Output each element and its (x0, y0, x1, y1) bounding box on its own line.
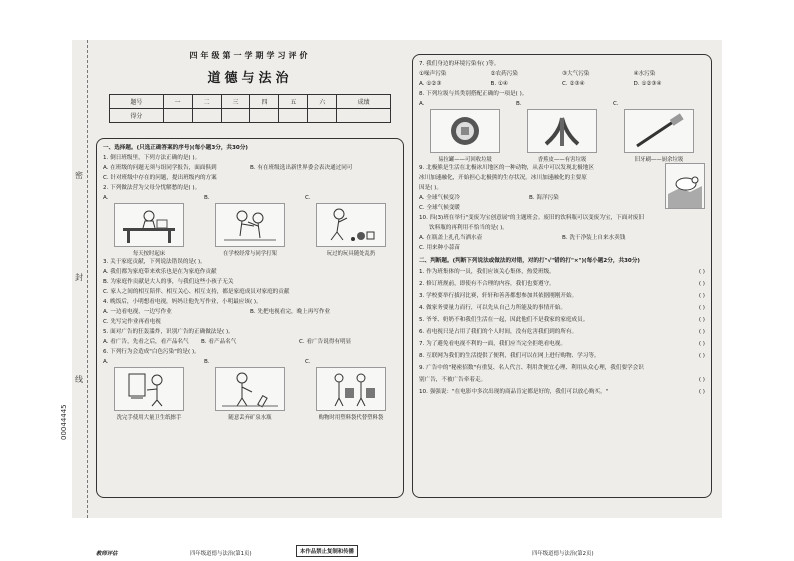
image-option-b[interactable] (204, 359, 296, 421)
judgment-text: 9. 广告中的"秘密招数"有重复、名人代言、利用贪便宜心理、利用从众心理，我们要学会识 (419, 365, 644, 371)
circled-item: ③大气污染 (562, 71, 590, 77)
answer-blank[interactable]: ( ) (698, 389, 705, 395)
answer-blank[interactable]: ( ) (698, 293, 705, 299)
option-c[interactable]: C. 看广告说得有明显 (299, 339, 352, 345)
judgment-item (419, 278, 705, 290)
banana-peel-icon (527, 109, 597, 153)
page-number-1: 四年级道德与法治(第1页) (190, 551, 252, 557)
judgment-item (419, 266, 705, 278)
page-number-2: 四年级道德与法治(第2页) (532, 551, 594, 557)
image-caption: 旧牙刷——厨余垃圾 (634, 157, 684, 163)
judgment-item (419, 290, 705, 302)
image-option-c[interactable] (305, 195, 397, 257)
answer-blank[interactable]: ( ) (698, 269, 705, 275)
question-text: 8. 下列垃圾与其类别搭配正确的一项是( )。 (419, 91, 528, 97)
option-b[interactable]: B. 先把电视看完，晚上再写作业 (250, 309, 331, 315)
page-left (96, 46, 404, 511)
score-table-score-row (110, 109, 391, 123)
judgment-text: 7. 为了避免看电视不利的一面，我们应当完全拒绝看电视。 (419, 341, 566, 347)
option-b[interactable]: B. 看产品名气 (201, 339, 237, 345)
image-caption: 随意丢弃矿泉水瓶 (228, 415, 272, 421)
option-a[interactable]: A. 全球气候变冷 (419, 195, 460, 201)
score-cell: 得分 (110, 109, 164, 123)
toys-scattered-icon (316, 203, 386, 247)
option-letter: A. (103, 359, 109, 365)
question-text: 2. 下列做法营为父母分忧解愁的是( )。 (103, 185, 201, 191)
score-input-cell[interactable] (279, 109, 308, 123)
image-option-c[interactable] (305, 359, 397, 421)
judgment-text: 8. 互联网为我们的生活提供了便利，我们可以在网上进行购物、学习等。 (419, 353, 600, 359)
boy-desk-icon (114, 203, 184, 247)
question-text: 9. 北极熊是生活在北极冰川地区的一种动物，从表中可以发现北极地区 (419, 165, 594, 171)
score-cell: 三 (221, 95, 250, 109)
option-letter: C. (305, 359, 311, 365)
question-text: 饮料瓶的再利用不恰当的是( )。 (429, 225, 508, 231)
answer-blank[interactable]: ( ) (698, 305, 705, 311)
shopping-bags-icon (316, 367, 386, 411)
option-a[interactable]: A. 看广告，先看之后，看产品名气 (103, 339, 189, 345)
question-text: 7. 我们身边的环境污染有( )等。 (419, 61, 500, 67)
judgment-item (419, 350, 705, 362)
can-icon (430, 109, 500, 153)
question-text: 6. 下列行为会造成"白色污染"的是( )。 (103, 349, 200, 355)
option-c[interactable]: C. 家人之间的相互陪伴、相互关心、相互支持，都是家庭成员对家庭的贡献 (103, 289, 290, 295)
image-caption: 洗完手使用大量卫生纸擦手 (116, 415, 182, 421)
judgment-text: 5. 爷爷、奶奶不和我们生活在一起，因此他们不是我家的家庭成员。 (419, 317, 589, 323)
option-c[interactable]: C. 全球气候变暖 (419, 205, 461, 211)
answer-blank[interactable]: ( ) (698, 317, 705, 323)
judgment-item (419, 362, 705, 374)
section-title: 二、判断题。(判断下列说法或做法的对错，对的打"√"错的打"×")(每小题2分，共30分) (419, 258, 640, 264)
option-row (419, 79, 705, 89)
paper-code: 00044445 (60, 404, 68, 440)
teacher-review-label: 教师评估 (96, 551, 118, 557)
judgment-item (419, 326, 705, 338)
q9-block (419, 163, 705, 213)
option-letter: B. (204, 359, 210, 365)
image-option-b[interactable] (516, 101, 608, 163)
exam-subject: 道德与法治 (207, 71, 293, 86)
image-options-row (103, 359, 397, 421)
score-cell: 六 (308, 95, 337, 109)
circled-items-row (419, 69, 705, 79)
option-a[interactable]: A. 在班级的问题无须与组同学报告，面面俱到 (103, 165, 217, 171)
option-row (419, 193, 639, 203)
option-letter: C. (613, 101, 619, 107)
section-right-box (412, 54, 712, 498)
page-right (412, 46, 712, 511)
answer-blank[interactable]: ( ) (698, 329, 705, 335)
image-caption: 香蕉皮——有害垃圾 (537, 157, 587, 163)
image-caption: 在学校经常与同学打架 (223, 251, 277, 257)
score-cell: 题号 (110, 95, 164, 109)
option-row (103, 163, 397, 173)
exam-header (96, 50, 404, 86)
option-letter: C. (305, 195, 311, 201)
image-caption: 购物时用塑料袋代替塑料袋 (318, 415, 384, 421)
option-a[interactable]: A. ①②③ (419, 81, 442, 87)
judgment-text: 1. 作为班集体的一员，我们应该关心集体，热爱班级。 (419, 269, 555, 275)
score-input-cell[interactable] (221, 109, 250, 123)
judgment-text: 4. 做家务要量力而行，可以先从自己力所能及的事情开始。 (419, 305, 566, 311)
option-letter: B. (204, 195, 210, 201)
answer-blank[interactable]: ( ) (698, 377, 705, 383)
question-text: 5. 面对广告的狂轰滥炸，识别广告的正确做法是( )。 (103, 329, 234, 335)
answer-blank[interactable]: ( ) (698, 353, 705, 359)
judgment-item (419, 386, 705, 398)
judgment-item (419, 314, 705, 326)
image-option-a[interactable] (103, 359, 195, 421)
judgment-list (419, 266, 705, 398)
option-row (103, 307, 397, 317)
answer-blank[interactable]: ( ) (698, 341, 705, 347)
image-caption: 易拉罐——可回收垃圾 (438, 157, 492, 163)
option-letter: B. (516, 101, 522, 107)
option-b[interactable]: B. 有在班级选出新世界委会表决通过同可 (250, 165, 353, 171)
question-text: 冰川加速融化，开始担心北极熊的生存状况。冰川加速融化的主要原 (419, 175, 587, 181)
question-text: 10. 四(3)班在举行"变废为宝创意展"的主题班会。废旧的饮料瓶可以变废为宝，下面对废旧 (419, 215, 645, 221)
binding-char: 封 (75, 273, 83, 282)
image-options-row (103, 195, 397, 257)
option-row (419, 233, 705, 243)
score-input-cell[interactable] (250, 109, 279, 123)
option-b[interactable]: B. 海洋污染 (529, 195, 559, 201)
score-input-cell[interactable] (192, 109, 221, 123)
option-c[interactable]: C. 用来种小蒜苗 (419, 245, 461, 251)
judgment-item (419, 338, 705, 350)
circled-item: ①噪声污染 (419, 71, 447, 77)
judgment-item (419, 374, 705, 386)
judgment-item (419, 302, 705, 314)
score-cell: 四 (250, 95, 279, 109)
option-a[interactable]: A. 一边看电视，一边写作业 (103, 309, 172, 315)
option-a[interactable]: A. 我们都为家庭带来欢乐也是在为家庭作贡献 (103, 269, 217, 275)
option-b[interactable]: B. ①④ (490, 81, 508, 87)
polar-bear-icon (665, 163, 705, 209)
option-letter: A. (103, 195, 109, 201)
image-caption: 每天按时起床 (132, 251, 166, 257)
option-b[interactable]: B. 为家庭作贡献是大人的事，与我们这些小孩子无关 (103, 279, 234, 285)
option-c[interactable]: C. ②③④ (562, 81, 585, 87)
score-cell: 二 (192, 95, 221, 109)
section-title: 一、选择题。(只选正确答案的序号)(每小题3分，共30分) (103, 145, 248, 151)
image-option-a[interactable] (103, 195, 195, 257)
option-c[interactable]: C. 先写完作业再看电视 (103, 319, 161, 325)
littering-bottle-icon (215, 367, 285, 411)
option-row (103, 337, 397, 347)
exam-term: 四年级第一学期学习评价 (189, 51, 311, 60)
judgment-text: 6. 看电视只是占用了我们的个人时间，没有危害我们到的所有。 (419, 329, 578, 335)
question-text: 3. 关于家庭贡献，下列说法错误的是( )。 (103, 259, 206, 265)
option-letter: A. (419, 101, 425, 107)
image-option-c[interactable] (613, 101, 705, 163)
judgment-text: 3. 学校要举行拔河比赛，轩轩和善善都想参加其依据刚刚开始。 (419, 293, 578, 299)
score-cell: 成绩 (337, 95, 391, 109)
image-option-b[interactable] (204, 195, 296, 257)
question-text: 1. 倒日班级里，下列方法正确的是( )。 (103, 155, 201, 161)
score-input-cell[interactable] (163, 109, 192, 123)
option-a[interactable]: A. 在瓶盖上扎孔当洒水壶 (419, 235, 483, 241)
judgment-text: 2. 修订班规前，即使有不合理的内容，我们也要遵守。 (419, 281, 555, 287)
score-cell: 一 (163, 95, 192, 109)
image-caption: 玩过的玩具随处乱扔 (326, 251, 376, 257)
kids-fighting-icon (215, 203, 285, 247)
judgment-text: 10. 强强说："在电影中多次出现的商品肯定都是好的，我们可以放心购买。" (419, 389, 609, 395)
score-input-cell[interactable] (308, 109, 337, 123)
image-options-row (419, 101, 705, 163)
answer-blank[interactable]: ( ) (698, 281, 705, 287)
question-text: 因是( )。 (419, 185, 442, 191)
image-option-a[interactable] (419, 101, 511, 163)
circled-item: ④水污染 (633, 71, 656, 77)
score-input-cell[interactable] (337, 109, 391, 123)
binding-char: 密 (75, 171, 83, 180)
score-table-header-row (110, 95, 391, 109)
option-c[interactable]: C. 针对班级中存在的问题，提出班级内的方案 (103, 175, 217, 181)
circled-item: ②农药污染 (490, 71, 518, 77)
score-cell: 五 (279, 95, 308, 109)
section-choice (96, 138, 404, 498)
option-b[interactable]: B. 洗干净装上自来水卖钱 (562, 235, 626, 241)
question-text: 4. 晚饭后，小明想看电视，妈妈让他先写作业，小明最应该( )。 (103, 299, 262, 305)
judgment-text: 别广告，不被广告牵着走。 (419, 377, 487, 383)
option-d[interactable]: D. ①②③④ (633, 81, 662, 87)
score-table (109, 94, 391, 123)
toothbrush-icon (624, 109, 694, 153)
binding-char: 线 (75, 375, 83, 384)
copyright-stamp: 本作品禁止复制和传播 (296, 545, 358, 557)
hand-washing-icon (114, 367, 184, 411)
